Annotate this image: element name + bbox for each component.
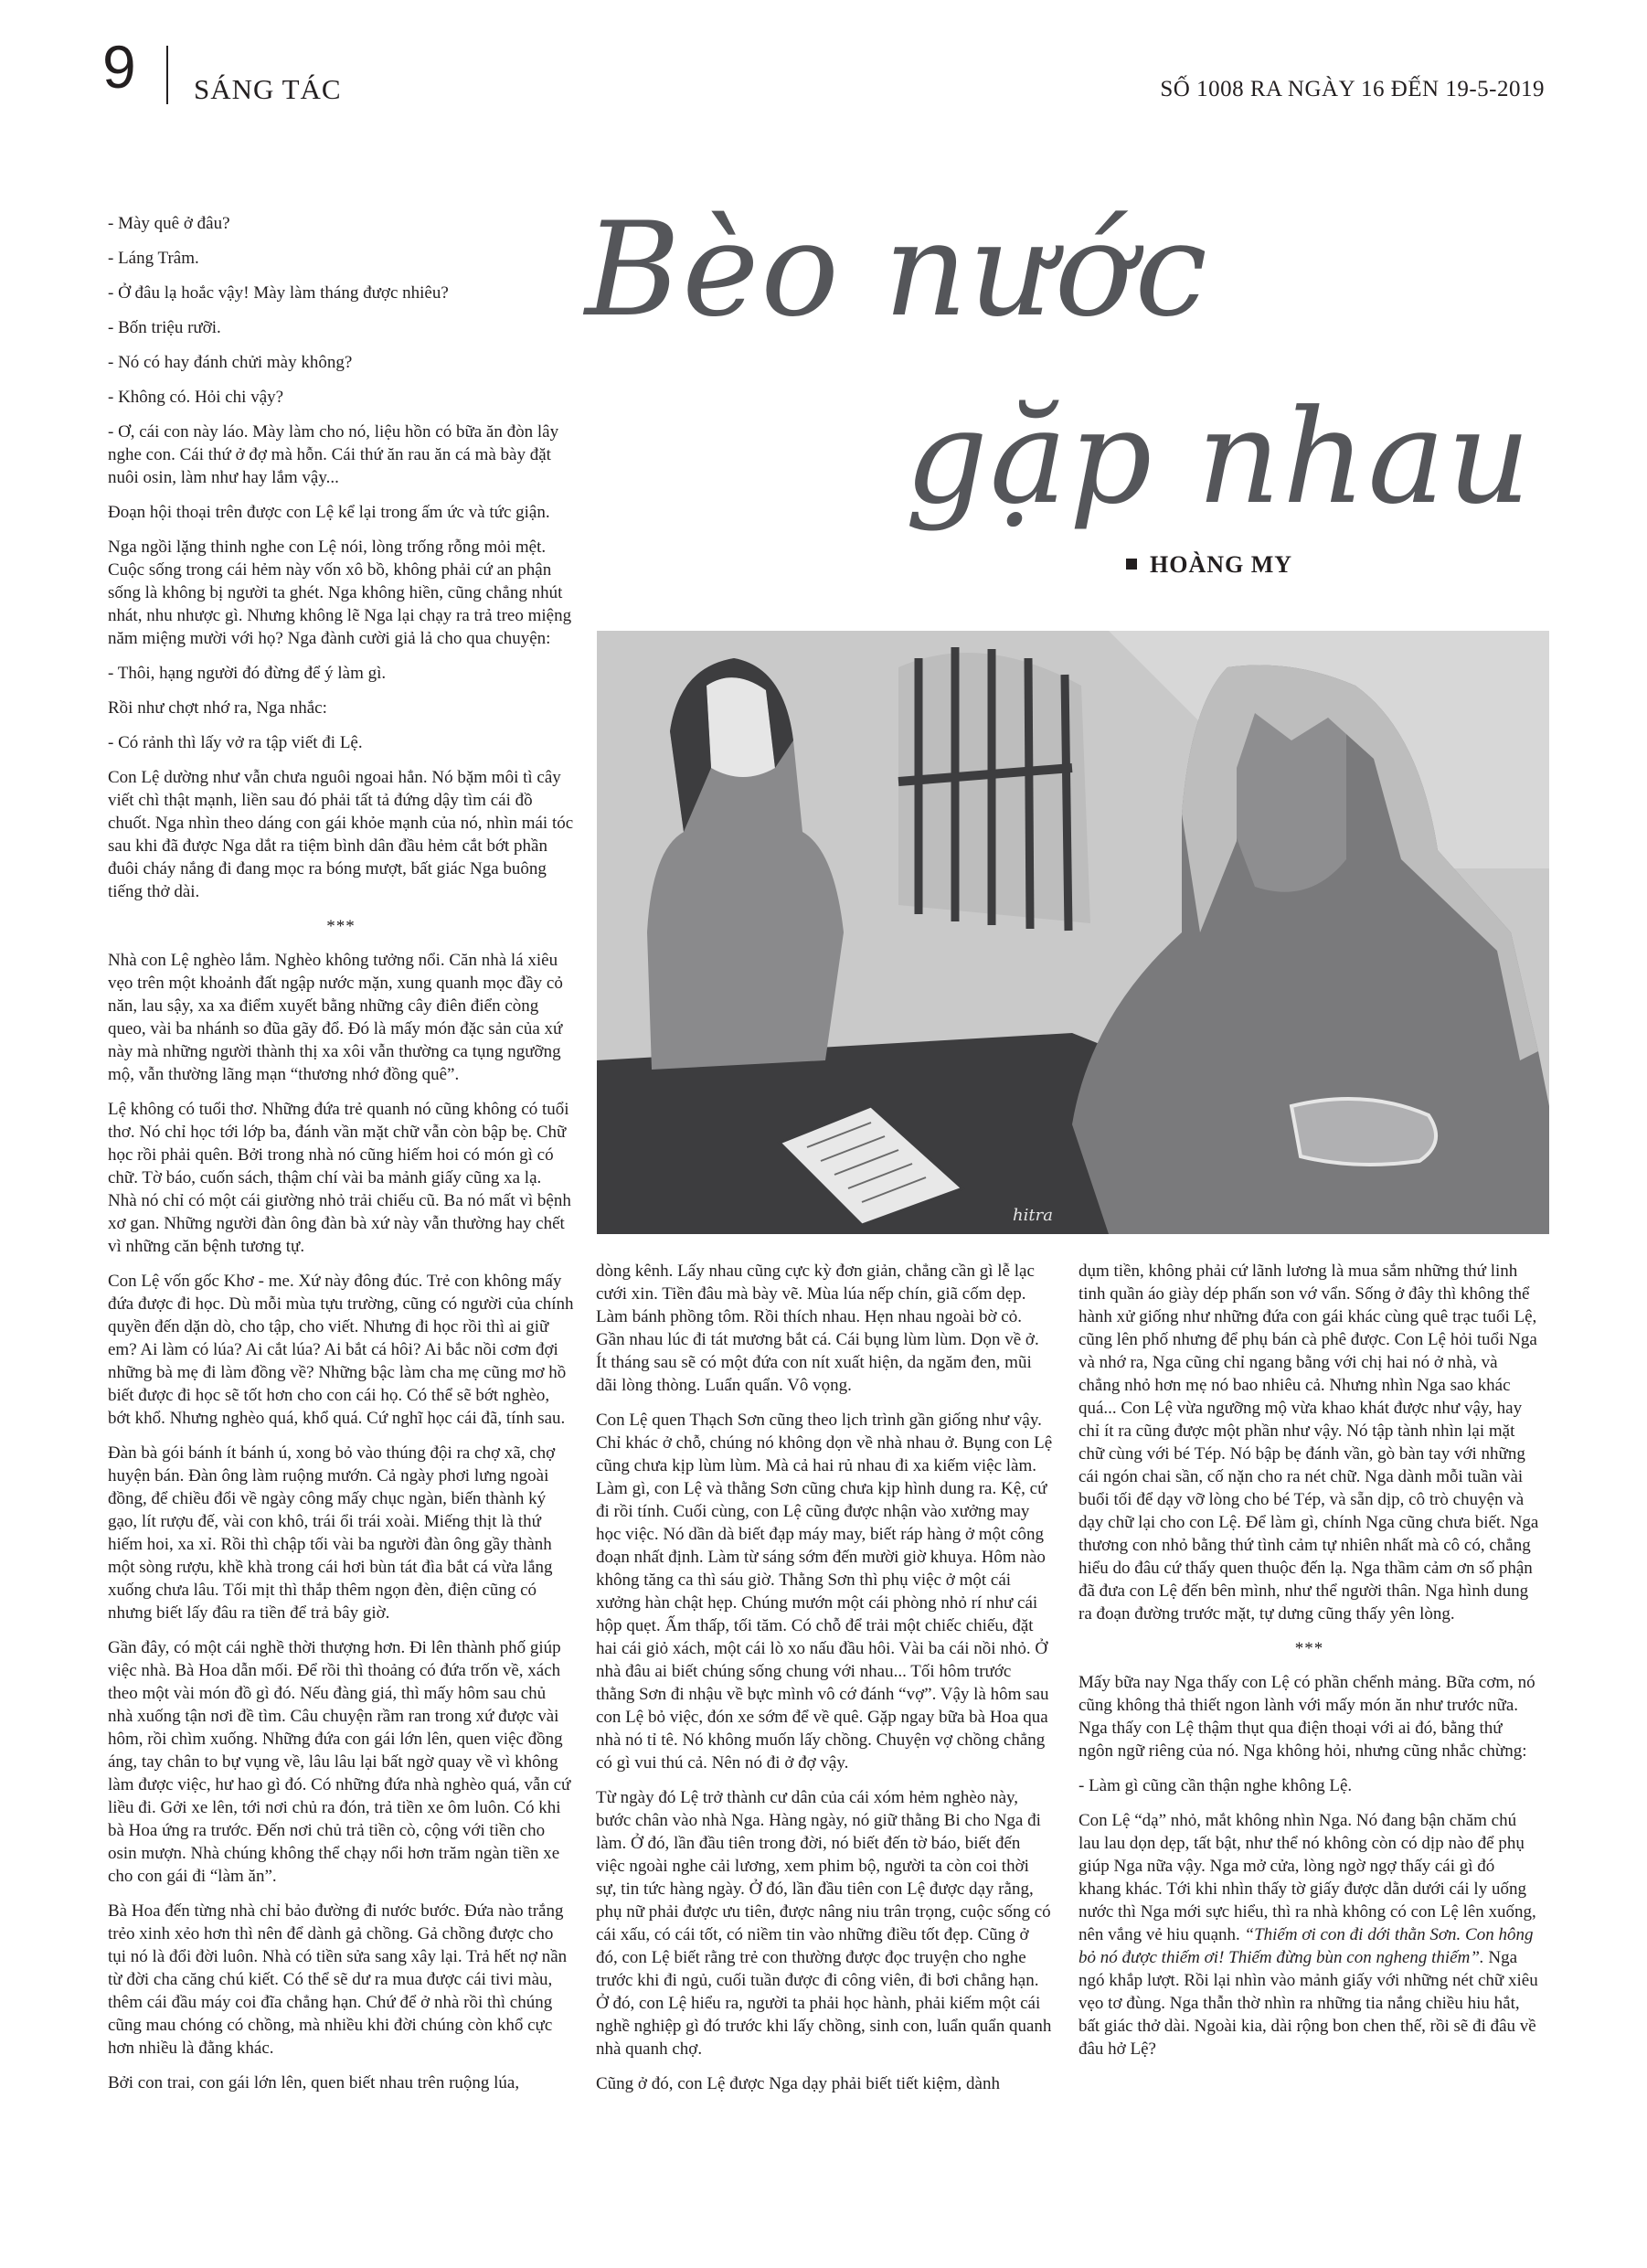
paragraph: - Ở đâu lạ hoắc vậy! Mày làm tháng được nhiêu?: [108, 283, 449, 303]
paragraph: dụm tiền, không phải cứ lãnh lương là mua sắm những thứ linh tinh quần áo giày dép phấn son vớ vẩn. Sống ở đây thì không thể hành xử giống như những đứa con gái khác cùng quê trạc tuổi Lệ, cũng lên phố nhưng để phụ bán cà phê được. Con Lệ hỏi tuổi Nga và nhớ ra, Nga cũng chỉ ngang bằng với chị hai nó ở nhà, và chẳng nhỏ hơn mẹ nó bao nhiêu cả. Nhưng nhìn Nga sao khác quá... Con Lệ vừa ngưỡng mộ vừa khao khát được như vậy, hay chỉ ít ra cũng được một phần như vậy. Nó tập tành nhìn lại mặt chữ cùng với bé Tép. Nó bập bẹ đánh vần, gò bàn tay với những cái ngón chai sần, cố nặn cho ra nét chữ. Nga dành mỗi tuần vài buổi tối để dạy vỡ lòng cho bé Tép, và sẵn dịp, cô trò chuyện và dạy chữ lại cho con Lệ. Để làm gì, chính Nga cũng chưa biết. Nga thương con nhỏ bằng thứ tình cảm tự nhiên nhất mà cô có, chẳng hiểu do đâu cứ thấy quen thuộc đến lạ. Nga thầm cảm ơn số phận đã đưa con Lệ đến bên mình, như thể người thân. Nga hình dung ra đoạn đường trước mặt, tự dưng cũng thấy yên lòng.: [1079, 1262, 1539, 1624]
issue-info: SỐ 1008 RA NGÀY 16 ĐẾN 19-5-2019: [1160, 77, 1545, 101]
paragraph: [1079, 1809, 1540, 2060]
paragraph: Đoạn hội thoại trên được con Lệ kể lại trong ấm ức và tức giận.: [108, 503, 550, 522]
paragraph: - Có rảnh thì lấy vở ra tập viết đi Lệ.: [108, 733, 363, 752]
paragraph: Con Lệ vốn gốc Khơ - me. Xứ này đông đúc. Trẻ con không mấy đứa được đi học. Dù mỗi mùa tựu trường, cũng có người của chính quyền đến dặn dò, cho tập, cho viết. Nhưng đi học rồi thì ai giữ em? Ai làm có lúa? Ai cắt lúa? Ai bắt cá hôi? Ai bắc nồi cơm đợi những bà mẹ đi làm đồng về? Những bậc làm cha mẹ cũng mơ hồ biết được đi học sẽ tốt hơn cho con cái họ. Có thể sẽ bớt nghèo, bớt khổ. Nhưng nghèo quá, khổ quá. Cứ nghĩ học cái đã, tính sau.: [108, 1272, 574, 1428]
paragraph: Nhà con Lệ nghèo lắm. Nghèo không tưởng nổi. Căn nhà lá xiêu vẹo trên một khoảnh đất ngập nước mặn, xung quanh mọc đầy cỏ năn, lau sậy, xa xa điểm xuyết bằng những cây điên điển còng queo, vài ba nhánh so đũa gãy đổ. Đó là mấy món đặc sản của xứ này mà những người thành thị xa xôi vẫn thường ca tụng ngưỡng mộ, vẫn thường lãng mạn “thương nhớ đồng quê”.: [108, 951, 563, 1084]
page-header: [0, 0, 1647, 128]
column-2: [596, 1260, 1053, 2107]
title-line-2: gặp nhau: [905, 382, 1533, 533]
paragraph: Cũng ở đó, con Lệ được Nga dạy phải biết tiết kiệm, dành: [596, 2074, 1000, 2093]
paragraph: - Mày quê ở đâu?: [108, 214, 230, 233]
paragraph: Bởi con trai, con gái lớn lên, quen biết nhau trên ruộng lúa,: [108, 2073, 520, 2092]
paragraph: Rồi như chợt nhớ ra, Nga nhắc:: [108, 698, 327, 718]
paragraph: Nga ngồi lặng thinh nghe con Lệ nói, lòng trống rỗng mỏi mệt. Cuộc sống trong cái hẻm này vốn xô bồ, không phải cứ an phận sống là không bị người ta ghét. Nga không hiền, cũng chẳng nhút nhát, nhu nhược gì. Nhưng không lẽ Nga lại chạy ra trả treo miệng năm miệng mười với họ? Nga đành cười giả lả cho qua chuyện:: [108, 538, 572, 648]
byline-square-icon: [1126, 559, 1137, 570]
paragraph: Con Lệ quen Thạch Sơn cũng theo lịch trình gần giống như vậy. Chỉ khác ở chỗ, chúng nó không dọn về nhà nhau ở. Bụng con Lệ cũng chưa kịp lùm lùm. Mà cả hai rủ nhau đi xa kiếm việc làm. Làm gì, con Lệ và thằng Sơn cũng chưa kịp hình dung ra. Kệ, cứ đi rồi tính. Cuối cùng, con Lệ cũng được nhận vào xưởng may học việc. Nó dần dà biết đạp máy may, biết ráp hàng ở một công đoạn nhất định. Làm từ sáng sớm đến mười giờ khuya. Hôm nào không tăng ca thì sáu giờ. Thằng Sơn thì phụ việc ở một cái xưởng hàn chật hẹp. Chúng mướn một cái phòng nhỏ rí như cái hộp quẹt. Ấm thấp, tối tăm. Có chỗ để trải một chiếc chiếu, đặt hai cái giỏ xách, một cái lò xo nấu đầu hôi. Vài ba cái nồi nhỏ. Ở nhà đâu ai biết chúng sống chung với nhau... Tối hôm trước thằng Sơn đi nhậu về bực mình vô cớ đánh “vợ”. Vậy là hôm sau con Lệ bỏ việc, đón xe sớm để về quê. Gặp ngay bữa bà Hoa qua nhà nó tỉ tê. Nó không muốn lấy chồng. Chuyện vợ chồng chẳng có gì vui thú cả. Nên nó đi ở đợ vậy.: [596, 1411, 1053, 1773]
page-number: 9: [102, 33, 136, 101]
paragraph: - Nó có hay đánh chửi mày không?: [108, 353, 353, 372]
paragraph: - Bốn triệu rưỡi.: [108, 318, 221, 337]
section-separator: ***: [1294, 1639, 1324, 1658]
title-line-1: Bèo nước: [585, 195, 1209, 346]
section-separator: ***: [326, 917, 356, 936]
column-1: [108, 212, 574, 2106]
paragraph: Lệ không có tuổi thơ. Những đứa trẻ quanh nó cũng không có tuổi thơ. Nó chỉ học tới lớp ba, đánh vần mặt chữ vẫn còn bập bẹ. Chữ học rồi phải quên. Bởi trong nhà nó cũng hiếm hoi có món gì có chữ. Tờ báo, cuốn sách, thậm chí vài ba mảnh giấy cũng xa lạ. Nhà nó chỉ có một cái giường nhỏ trải chiếu cũ. Ba nó mất vì bệnh xơ gan. Những người đàn ông đàn bà xứ này vẫn thường hay chết vì những căn bệnh tương tự.: [108, 1100, 571, 1256]
paragraph: Đàn bà gói bánh ít bánh ú, xong bỏ vào thúng đội ra chợ xã, chợ huyện bán. Đàn ông làm ruộng mướn. Cả ngày phơi lưng ngoài đồng, để chiều đổi về ngày công mấy chục ngàn, biến thành ký gạo, lít rượu đế, vài con khô, trái ổi trái xoài. Miếng thịt là thứ hiếm hoi, xa xỉ. Rồi thì chập tối vài ba người đàn ông gầy thành một sòng rượu, khề khà trong cái hơi bùn tát đìa bắt cá vừa lắng xuống chưa lâu. Tối mịt thì thắp thêm ngọn đèn, điện cũng có nhưng biết lấy đâu ra tiền để trả bây giờ.: [108, 1443, 556, 1623]
illustration: [597, 631, 1549, 1234]
paragraph: Con Lệ dường như vẫn chưa nguôi ngoai hẳn. Nó bặm môi tì cây viết chì thật mạnh, liền sau đó phải tất tả đứng dậy tìm cái đồ chuốt. Nga nhìn theo dáng con gái khỏe mạnh của nó, nhìn mái tóc sau khi đã được Nga dắt ra tiệm bình dân đầu hẻm cắt bớt phần đuôi cháy nắng đi đang mọc ra bóng mượt, bất giác Nga buông tiếng thở dài.: [108, 768, 574, 901]
section-label: SÁNG TÁC: [194, 73, 342, 105]
paragraph: - Không có. Hỏi chi vậy?: [108, 388, 284, 407]
paragraph: Từ ngày đó Lệ trở thành cư dân của cái xóm hẻm nghèo này, bước chân vào nhà Nga. Hàng ngày, nó giữ thằng Bi cho Nga đi làm. Ở đó, lần đầu tiên trong đời, nó biết đến tờ báo, biết đến việc ngoài nghe cải lương, xem phim bộ, người ta còn coi thời sự, tin tức hàng ngày. Ở đó, lần đầu tiên con Lệ được dạy rằng, phụ nữ phải được ưu tiên, được nâng niu trân trọng, cuộc sống có cái xấu, có cái tốt, có niềm tin vào những điều tốt đẹp. Cũng ở đó, con Lệ biết rằng trẻ con thường được đọc truyện cho nghe trước khi đi ngủ, cuối tuần được đi công viên, đi bơi chẳng hạn. Ở đó, con Lệ hiểu ra, người ta phải học hành, phải kiếm một cái nghề nghiệp gì đó trước khi lấy chồng, sinh con, luẩn quẩn quanh nhà quanh chợ.: [596, 1788, 1052, 2059]
paragraph: Bà Hoa đến từng nhà chỉ bảo đường đi nước bước. Đứa nào trắng trẻo xinh xẻo hơn thì nên để dành gả chồng. Gả chồng được cho tụi nó là đổi đời luôn. Nhà có tiền sửa sang xây lại. Trả hết nợ nần từ đời cha căng chú kiết. Có thể sẽ dư ra mua được cái tivi màu, thêm cái đầu máy coi đĩa chẳng hạn. Chứ để ở nhà rồi thì chúng cũng mau chóng có chồng, mà nhiều khi đời chúng còn khổ cực hơn nhiều là đằng khác.: [108, 1901, 568, 2058]
figure-back-face: [707, 677, 775, 777]
paragraph-text: Nga ngó khắp lượt. Rồi lại nhìn vào mảnh giấy với những nét chữ xiêu vẹo tơ đùng. Nga thẫn thờ nhìn ra những tia nắng chiều hiu hắt, bất giác thở dài. Ngoài kia, dài rộng bon chen thế, rồi sẽ đi đâu về đâu hở Lệ?: [1079, 1948, 1538, 2059]
note-quote: “Thiếm ơi con đi dới thằn Sơn. Con hông bỏ nó được thiếm ơi! Thiếm đừng bùn con ngheng thiếm”.: [1079, 1925, 1534, 1967]
paragraph: Mấy bữa nay Nga thấy con Lệ có phần chểnh mảng. Bữa cơm, nó cũng không thả thiết ngon lành với mấy món ăn như trước nữa. Nga thấy con Lệ thậm thụt qua điện thoại với ai đó, bằng thứ ngôn ngữ riêng của nó. Nga không hỏi, nhưng cũng nhắc chừng:: [1079, 1673, 1535, 1761]
figure-front-hands: [1291, 1099, 1436, 1165]
paragraph: dòng kênh. Lấy nhau cũng cực kỳ đơn giản, chẳng cần gì lễ lạc cưới xin. Tiền đâu mà bày vẽ. Mùa lúa nếp chín, giã cốm dẹp. Làm bánh phồng tôm. Rồi thích nhau. Hẹn nhau ngoài bờ cỏ. Gần nhau lúc đi tát mương bắt cá. Cái bụng lùm lùm. Dọn về ở. Ít tháng sau sẽ có một đứa con nít xuất hiện, da ngăm đen, mũi dãi lòng thòng. Luẩn quẩn. Vô vọng.: [596, 1262, 1039, 1395]
paragraph: - Ơ, cái con này láo. Mày làm cho nó, liệu hồn có bữa ăn đòn lây nghe con. Cái thứ ở đợ mà hỗn. Cái thứ ăn rau ăn cá mà bày đặt nuôi osin, làm như hay lắm vậy...: [108, 422, 559, 487]
author-byline: [1126, 551, 1292, 579]
header-divider: [166, 46, 168, 104]
article-title: [585, 195, 1572, 571]
paragraph: Gần đây, có một cái nghề thời thượng hơn. Đi lên thành phố giúp việc nhà. Bà Hoa dẫn mối. Để rồi thì thoảng có đứa trốn về, xách theo một vài món đồ gì đó. Nếu đàng giá, thì mấy hôm sau chủ nhà xuống tận nơi đề tìm. Câu chuyện rầm ran trong xứ được vài hôm, rồi chìm xuống. Những đứa con gái lớn lên, quen việc đồng áng, tay chân to bự vụng về, lâu lâu lại bất ngờ quay về vì không làm được việc, hư hao gì đó. Có những đứa nhà nghèo quá, vẫn cứ liều đi. Gởi xe lên, tới nơi chủ ra đón, trả tiền xe ôm luôn. Có khi bà Hoa ứng ra trước. Đến nơi chủ trả tiền cò, cộng với tiền cho osin mượn. Nhà chúng không thể chạy nổi hơn trăm ngàn tiền xe cho con gái đi “làm ăn”.: [108, 1638, 571, 1886]
paragraph: - Thôi, hạng người đó đừng để ý làm gì.: [108, 664, 387, 683]
column-3: [1079, 1260, 1540, 2072]
paragraph-text: Con Lệ “dạ” nhỏ, mắt không nhìn Nga. Nó đang bận chăm chú lau lau dọn dẹp, tất bật, như thể nó không còn có dịp nào để phụ giúp Nga nữa vậy. Nga mở cửa, lòng ngờ ngợ thấy cái gì đó khang khác. Tới khi nhìn thấy tờ giấy được dằn dưới cái ly uống nước thì Nga mới sực hiểu, thì ra nhà không có con Lệ lên xuống, nên vắng vẻ hiu quạnh.: [1079, 1811, 1536, 1944]
paragraph: - Láng Trâm.: [108, 249, 199, 268]
author-name: HOÀNG MY: [1150, 551, 1293, 578]
paragraph: - Làm gì cũng cần thận nghe không Lệ.: [1079, 1776, 1353, 1795]
illustration-signature: hitra: [1013, 1206, 1053, 1225]
